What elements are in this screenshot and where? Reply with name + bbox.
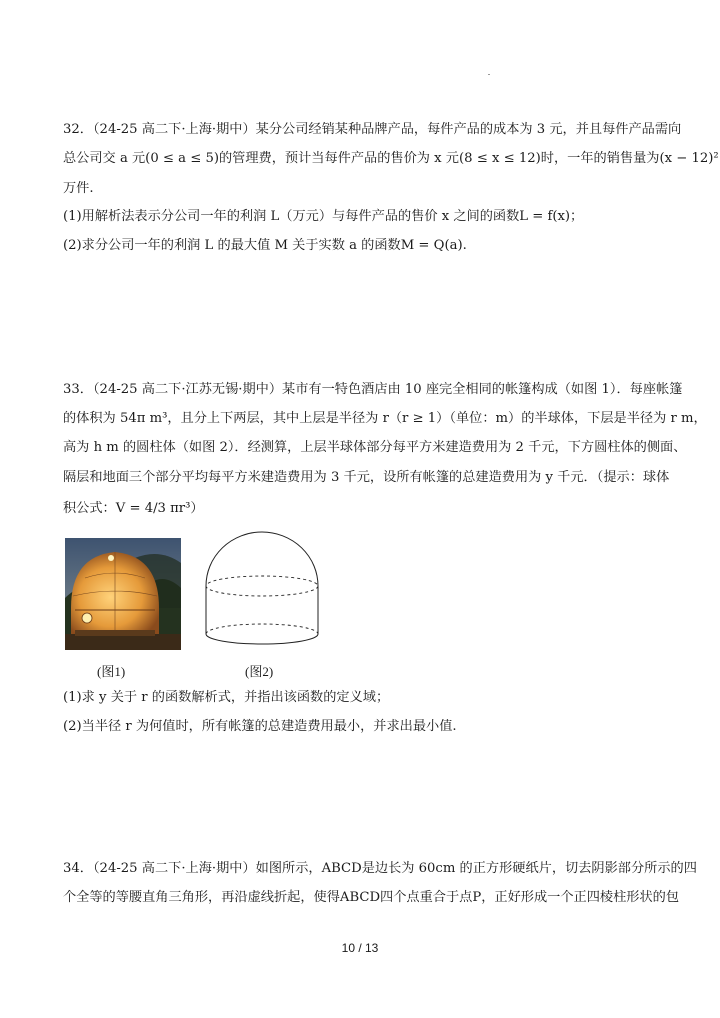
q32-part-2: (2)求分公司一年的利润 L 的最大值 M 关于实数 a 的函数M = Q(a). — [63, 238, 467, 253]
q33-line-1: 33．（24-25 高二下·江苏无锡·期中）某市有一特色酒店由 10 座完全相同的帐篷构成（如图 1）．每座帐篷 — [63, 382, 683, 397]
q33-line-2: 的体积为 54π m³，且分上下两层，其中上层是半径为 r（r ≥ 1）（单位：m）的半球体，下层是半径为 r m， — [63, 411, 707, 426]
q34-line-1: 34．（24-25 高二下·上海·期中）如图所示，ABCD是边长为 60cm 的正方形硬纸片，切去阴影部分所示的四 — [63, 861, 697, 876]
q33-line-4: 隔层和地面三个部分平均每平方米建造费用为 3 千元，设所有帐篷的总建造费用为 y 千元．（提示：球体 — [63, 470, 670, 485]
q33-line-3: 高为 h m 的圆柱体（如图 2）．经测算，上层半球体部分每平方米建造费用为 2 千元，下方圆柱体的侧面、 — [63, 440, 687, 455]
q33-line-5: 积公式：V = 4/3 πr³） — [63, 501, 204, 516]
tent-photo — [65, 538, 181, 650]
q32-part-1: (1)用解析法表示分公司一年的利润 L（万元）与每件产品的售价 x 之间的函数L = f(x)； — [63, 209, 584, 224]
q32-line-3: 万件. — [63, 181, 94, 196]
q33-part-1: (1)求 y 关于 r 的函数解析式，并指出该函数的定义域； — [63, 690, 390, 705]
q32-line-2: 总公司交 a 元(0 ≤ a ≤ 5)的管理费，预计当每件产品的售价为 x 元(8 ≤ x ≤ 12)时，一年的销售量为(x − 12)² — [63, 151, 719, 166]
page-number: 10 / 13 — [341, 941, 379, 955]
q34-line-2: 个全等的等腰直角三角形，再沿虚线折起，使得ABCD四个点重合于点P，正好形成一个正四棱柱形状的包 — [63, 890, 680, 905]
q32-line-1: 32．（24-25 高二下·上海·期中）某分公司经销某种品牌产品，每件产品的成本为 3 元，并且每件产品需向 — [63, 122, 682, 137]
tent-diagram — [200, 530, 324, 656]
figure-2-caption: (图2) — [245, 664, 274, 679]
q33-part-2: (2)当半径 r 为何值时，所有帐篷的总建造费用最小，并求出最小值. — [63, 719, 457, 734]
stray-dot — [488, 74, 490, 75]
figure-1-caption: (图1) — [97, 664, 126, 679]
